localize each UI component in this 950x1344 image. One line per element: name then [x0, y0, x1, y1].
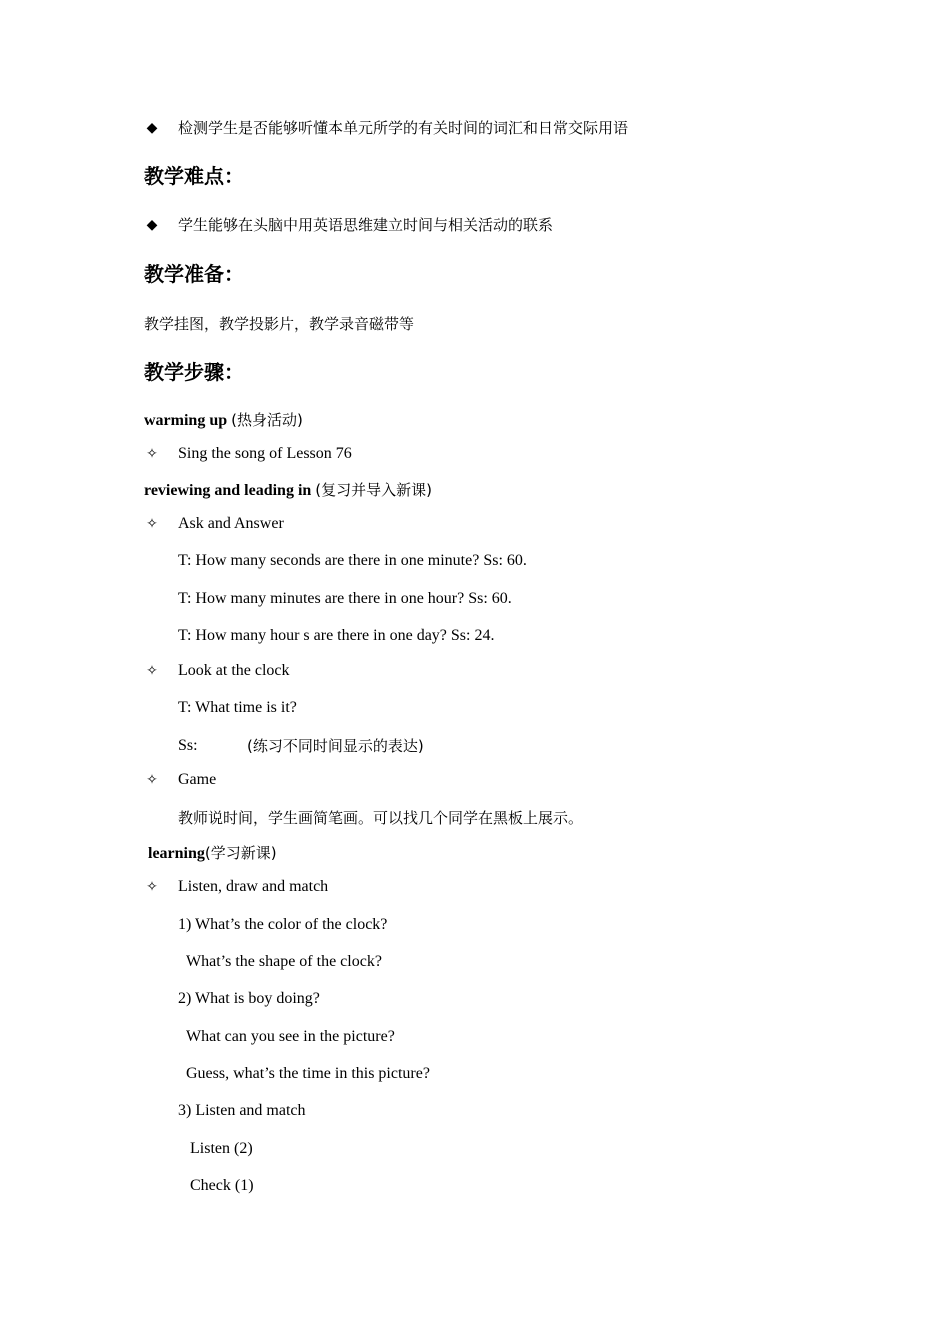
preparation-heading: 教学准备： — [144, 262, 244, 286]
learning-line: Guess, what’s the time in this picture? — [186, 1065, 430, 1082]
learning-line: Listen (2) — [190, 1140, 253, 1157]
learning-line: What’s the shape of the clock? — [186, 953, 382, 970]
four-point-star-icon: ✧ — [146, 663, 158, 679]
learning-line: What can you see in the picture? — [186, 1028, 395, 1045]
game-description: 教师说时间，学生画简笔画。可以找几个同学在黑板上展示。 — [178, 809, 584, 827]
preparation-text: 教学挂图，教学投影片，教学录音磁带等 — [144, 315, 415, 333]
four-point-star-icon: ✧ — [146, 879, 158, 895]
warming-up-label — [144, 410, 303, 431]
warming-up-item: Sing the song of Lesson 76 — [178, 445, 352, 462]
learning-line: 1) What’s the color of the clock? — [178, 916, 388, 933]
reviewing-title: reviewing and leading in — [144, 482, 312, 499]
clock-ss: Ss: — [178, 737, 198, 754]
learning-cn: (学习新课) — [204, 844, 277, 862]
ask-line: T: How many minutes are there in one hour? Ss: 60. — [178, 590, 512, 607]
clock-question: T: What time is it? — [178, 699, 297, 716]
warming-up-title: warming up — [144, 412, 228, 429]
learning-label — [148, 843, 277, 864]
clock-title: Look at the clock — [178, 662, 290, 679]
ask-line: T: How many hour s are there in one day? Ss: 24. — [178, 627, 495, 644]
ask-answer-title: Ask and Answer — [178, 515, 284, 532]
four-point-star-icon: ✧ — [146, 446, 158, 462]
four-point-star-icon: ✧ — [146, 772, 158, 788]
learning-line: 2) What is boy doing? — [178, 990, 320, 1007]
learning-title: learning — [148, 845, 205, 862]
learning-item: Listen, draw and match — [178, 878, 329, 895]
objective-text: 检测学生是否能够听懂本单元所学的有关时间的词汇和日常交际用语 — [178, 119, 629, 137]
filled-diamond-icon: ◆ — [146, 217, 158, 233]
warming-up-cn: (热身活动) — [231, 411, 303, 429]
four-point-star-icon: ✧ — [146, 516, 158, 532]
learning-line: 3) Listen and match — [178, 1102, 306, 1119]
learning-line: Check (1) — [190, 1177, 254, 1194]
clock-note: (练习不同时间显示的表达) — [247, 737, 424, 755]
difficulty-text: 学生能够在头脑中用英语思维建立时间与相关活动的联系 — [178, 216, 554, 234]
steps-heading: 教学步骤： — [144, 360, 244, 384]
game-title: Game — [178, 771, 217, 788]
reviewing-cn: (复习并导入新课) — [315, 481, 433, 499]
ask-line: T: How many seconds are there in one minute? Ss: 60. — [178, 552, 527, 569]
filled-diamond-icon: ◆ — [146, 120, 158, 136]
difficulty-heading: 教学难点： — [144, 164, 244, 188]
reviewing-label — [144, 480, 432, 501]
